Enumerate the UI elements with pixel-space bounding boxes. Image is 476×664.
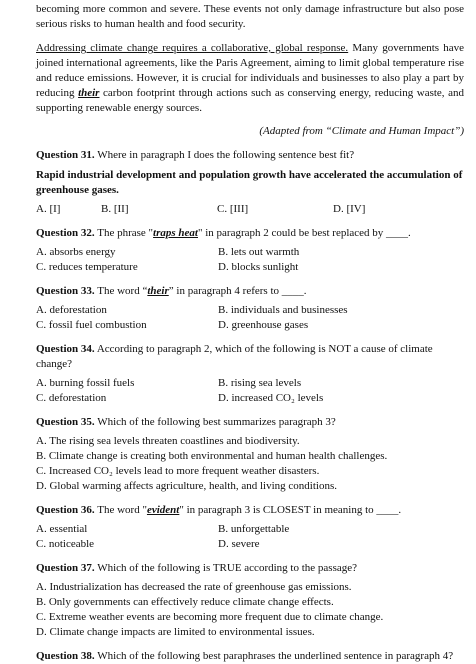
option-b[interactable]: B. [II]	[101, 203, 129, 215]
question-text: According to paragraph 2, which of the following is NOT a cause of climate change?	[36, 343, 433, 370]
question-post: ” in paragraph 4 refers to ____.	[168, 285, 307, 297]
option-a[interactable]: A. The rising sea levels threaten coastlines and biodiversity.	[36, 435, 300, 447]
option-d[interactable]: D. greenhouse gases	[218, 319, 309, 331]
options	[36, 434, 464, 494]
option-c[interactable]: C. [III]	[217, 203, 249, 215]
options	[36, 202, 464, 217]
question-keyword: their	[147, 285, 169, 297]
question-post: " in paragraph 2 could be best replaced by ____.	[197, 227, 411, 239]
option-b[interactable]: B. lets out warmth	[218, 246, 300, 258]
paragraph-continuation	[36, 2, 464, 32]
question-37	[36, 561, 464, 640]
option-b[interactable]: B. unforgettable	[218, 523, 290, 535]
options	[36, 376, 464, 406]
options	[36, 580, 464, 640]
underlined-sentence: Addressing climate change requires a collaborative, global response.	[36, 42, 349, 54]
source-citation: (Adapted from “Climate and Human Impact”)	[259, 125, 464, 137]
insert-sentence: Rapid industrial development and population growth have accelerated the accumulation of greenhouse gases.	[36, 169, 463, 196]
para2-text1: Many governments have joined international agreements, like the Paris Agreement, aiming to limit global temperature rise and reduce emissions. However, it is crucial for individuals and businesses to also play a part by reducing	[36, 42, 464, 99]
their-keyword: their	[78, 87, 100, 99]
question-label: Question 34.	[36, 343, 95, 355]
options	[36, 522, 464, 552]
option-a[interactable]: A. [I]	[36, 203, 61, 215]
option-a[interactable]: A. deforestation	[36, 304, 107, 316]
question-pre: The word “	[94, 285, 148, 297]
option-d[interactable]: D. blocks sunlight	[218, 261, 299, 273]
option-c[interactable]: C. Increased CO₂ levels lead to more frequent weather disasters.	[36, 465, 320, 477]
question-text: Which of the following best summarizes paragraph 3?	[94, 416, 336, 428]
para1-line1: becoming more common and severe. These events not only damage infrastructure but also pose	[36, 3, 464, 15]
question-label: Question 35.	[36, 416, 95, 428]
question-text: Where in paragraph I does the following sentence best fit?	[94, 149, 355, 161]
option-d[interactable]: D. Global warming affects agriculture, health, and living conditions.	[36, 480, 337, 492]
question-text: Which of the following best paraphrases the underlined sentence in paragraph 4?	[94, 650, 454, 662]
option-c[interactable]: C. reduces temperature	[36, 261, 138, 273]
question-33	[36, 284, 464, 333]
question-label: Question 32.	[36, 227, 95, 239]
option-b[interactable]: B. Only governments can effectively reduce climate change effects.	[36, 596, 334, 608]
question-label: Question 38.	[36, 650, 95, 662]
option-b[interactable]: B. rising sea levels	[218, 377, 302, 389]
question-pre: The phrase "	[94, 227, 154, 239]
option-c[interactable]: C. deforestation	[36, 392, 107, 404]
question-label: Question 37.	[36, 562, 95, 574]
paragraph-4	[36, 41, 464, 116]
option-d[interactable]: D. Climate change impacts are limited to environmental issues.	[36, 626, 315, 638]
option-d[interactable]: D. increased CO₂ levels	[218, 392, 324, 404]
para2-text2: carbon footprint through actions such as conserving energy, reducing waste, and supporting renewable energy sources.	[36, 87, 465, 114]
question-pre: The word "	[94, 504, 147, 516]
question-31	[36, 148, 464, 217]
document-page	[0, 2, 476, 662]
question-keyword: traps heat	[153, 227, 198, 239]
question-label: Question 36.	[36, 504, 95, 516]
option-d[interactable]: D. [IV]	[333, 203, 366, 215]
question-keyword: evident	[146, 504, 180, 516]
option-c[interactable]: C. Extreme weather events are becoming more frequent due to climate change.	[36, 611, 384, 623]
question-35	[36, 415, 464, 494]
option-a[interactable]: A. absorbs energy	[36, 246, 116, 258]
question-32	[36, 226, 464, 275]
question-36	[36, 503, 464, 552]
question-38	[36, 649, 464, 664]
option-d[interactable]: D. severe	[218, 538, 260, 550]
para1-line2: serious risks to human health and food security.	[36, 18, 246, 30]
option-c[interactable]: C. fossil fuel combustion	[36, 319, 147, 331]
option-a[interactable]: A. burning fossil fuels	[36, 377, 135, 389]
question-label: Question 31.	[36, 149, 95, 161]
option-a[interactable]: A. Industrialization has decreased the rate of greenhouse gas emissions.	[36, 581, 352, 593]
question-text: Which of the following is TRUE according to the passage?	[94, 562, 357, 574]
question-post: " in paragraph 3 is CLOSEST in meaning to ____.	[179, 504, 402, 516]
option-a[interactable]: A. essential	[36, 523, 88, 535]
question-34	[36, 342, 464, 406]
option-b[interactable]: B. individuals and businesses	[218, 304, 348, 316]
options	[36, 303, 464, 333]
option-b[interactable]: B. Climate change is creating both environmental and human health challenges.	[36, 450, 388, 462]
option-c[interactable]: C. noticeable	[36, 538, 95, 550]
question-label: Question 33.	[36, 285, 95, 297]
options	[36, 245, 464, 275]
